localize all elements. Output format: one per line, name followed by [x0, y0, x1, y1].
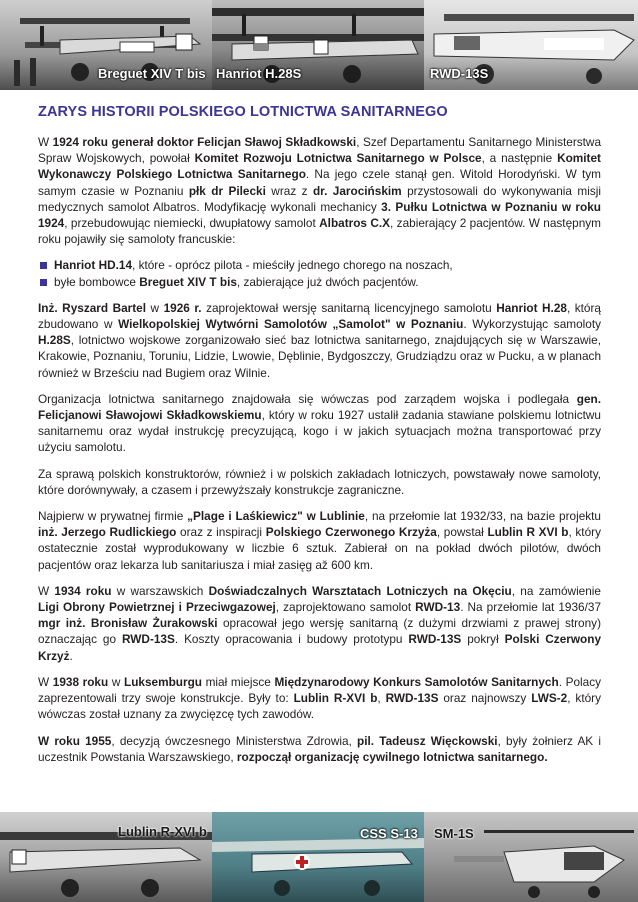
list-item-hanriot: [38, 257, 601, 273]
photo-rwd13s: [424, 0, 638, 90]
paragraph-constructors: Za sprawą polskich konstruktorów, również i w polskich zakładach lotniczych, powstawały nowe samoloty, które dorównywały, a czasem i przewyższały konstrukcje zagraniczne.: [38, 466, 601, 497]
french-aircraft-list: [38, 257, 601, 289]
article: [38, 104, 601, 775]
caption-hanriot: Hanriot H.28S: [216, 66, 302, 81]
paragraph-luxembourg: W 1938 roku w Luksemburgu miał miejsce Międzynarodowy Konkurs Samolotów Sanitarnych. Polacy zaprezentowali trzy swoje konstrukcje. Były to: Lublin R-XVI b, RWD-13S oraz najnowszy LWS-2, który wówczas został uznany za zwycięzcę tych zawodów.: [38, 674, 602, 722]
list-item-text: Hanriot HD.14, które - oprócz pilota - mieściły jednego chorego na noszach,: [54, 258, 453, 273]
caption-lublin: Lublin R-XVI b: [118, 824, 207, 839]
top-photo-strip: [0, 0, 638, 90]
bullet-square: [40, 279, 47, 286]
bottom-photo-strip: [0, 812, 638, 902]
photo-lublin: [0, 812, 212, 902]
paragraph-rwd13: W 1934 roku w warszawskich Doświadczalnych Warsztatach Lotniczych na Okęciu, na zamówienie Ligi Obrony Powietrznej i Przeciwgazowej, zaprojektowano samolot RWD-13. Na przełomie lat 1936/37 mgr inż. Bronisław Żurakowski opracował jego wersję sanitarną (z dużymi drzwiami z prawej strony) oznaczając go RWD-13S. Koszty opracowania i budowy prototypu RWD-13S pokrył Polski Czerwony Krzyż.: [38, 583, 602, 663]
paragraph-1955: W roku 1955, decyzją ówczesnego Ministerstwa Zdrowia, pil. Tadeusz Więckowski, były żołnierz AK i uczestnik Powstania Warszawskiego, rozpoczął organizację cywilnego lotnictwa sanitarnego.: [38, 733, 602, 764]
bullet-square: [40, 262, 47, 269]
list-item-text: byłe bombowce Breguet XIV T bis, zabierające już dwóch pacjentów.: [54, 274, 419, 289]
caption-breguet: Breguet XIV T bis: [98, 66, 206, 81]
article-title: ZARYS HISTORII POLSKIEGO LOTNICTWA SANITARNEGO: [38, 104, 448, 120]
photo-sm1s: [424, 812, 638, 902]
caption-css13: CSS S-13: [360, 826, 418, 841]
paragraph-bartel: Inż. Ryszard Bartel w 1926 r. zaprojektował wersję sanitarną licencyjnego samolotu Hanriot H.28, którą zbudowano w Wielkopolskiej Wytwórni Samolotów „Samolot" w Poznaniu. Wykorzystując samoloty H.28S, lotnictwo wojskowe zorganizowało sieć baz lotnictwa sanitarnego, znajdujących się w Warszawie, Krakowie, Poznaniu, Toruniu, Lidzie, Lwowie, Dęblinie, Bydgoszczy, Grudziądzu oraz w Pucku, a w planach również w Brześciu nad Bugiem oraz Wilnie.: [38, 300, 601, 380]
photo-breguet: [0, 0, 212, 90]
caption-rwd13s: RWD-13S: [430, 66, 489, 81]
list-item-breguet: [38, 274, 601, 290]
photo-css13: [212, 812, 424, 902]
paragraph-lublin: Najpierw w prywatnej firmie „Plage i Laśkiewicz" w Lublinie, na przełomie lat 1932/33, na bazie projektu inż. Jerzego Rudlickiego oraz z inspiracji Polskiego Czerwonego Krzyża, powstał Lublin R XVI b, który ostatecznie został wyprodukowany w liczbie 6 sztuk. Zabierał on na pokład dwóch pilotów, dwóch pacjentów oraz lekarza lub sanitariusza i miał zasięg až 600 km.: [38, 509, 601, 572]
photo-hanriot: [212, 0, 424, 90]
paragraph-1924: W 1924 roku generał doktor Felicjan Sławoj Składkowski, Szef Departamentu Sanitarnego Ministerstwa Spraw Wojskowych, powołał Komitet Rozwoju Lotnictwa Sanitarnego w Polsce, a następnie Komitet Wykonawczy Polskiego Lotnictwa Sanitarnego. Na jego czele stanął gen. Witold Horodyński. W tym samym czasie w Poznaniu płk dr Pilecki wraz z dr. Jarocińskim przystosowali do wykonywania misji medycznych samolot Albatros. Modyfikację wykonali mechanicy 3. Pułku Lotnictwa w Poznaniu w roku 1924, przebudowując niemiecki, dwupłatowy samolot Albatros C.X, zabierający 2 pacjentów. W następnym roku pojawiły się samoloty francuskie:: [38, 135, 601, 247]
caption-sm1s: SM-1S: [434, 826, 474, 841]
paragraph-organization: Organizacja lotnictwa sanitarnego znajdowała się wówczas pod zarządem wojska i podlegała gen. Felicjanowi Sławojowi Składkowskiemu, który w roku 1927 ustalił zadania stawiane polskiemu lotnictwu sanitarnemu oraz wydał instrukcję precyzującą, kogo i w jakich sytuacjach można transportować przy użyciu samolotu.: [38, 391, 601, 455]
